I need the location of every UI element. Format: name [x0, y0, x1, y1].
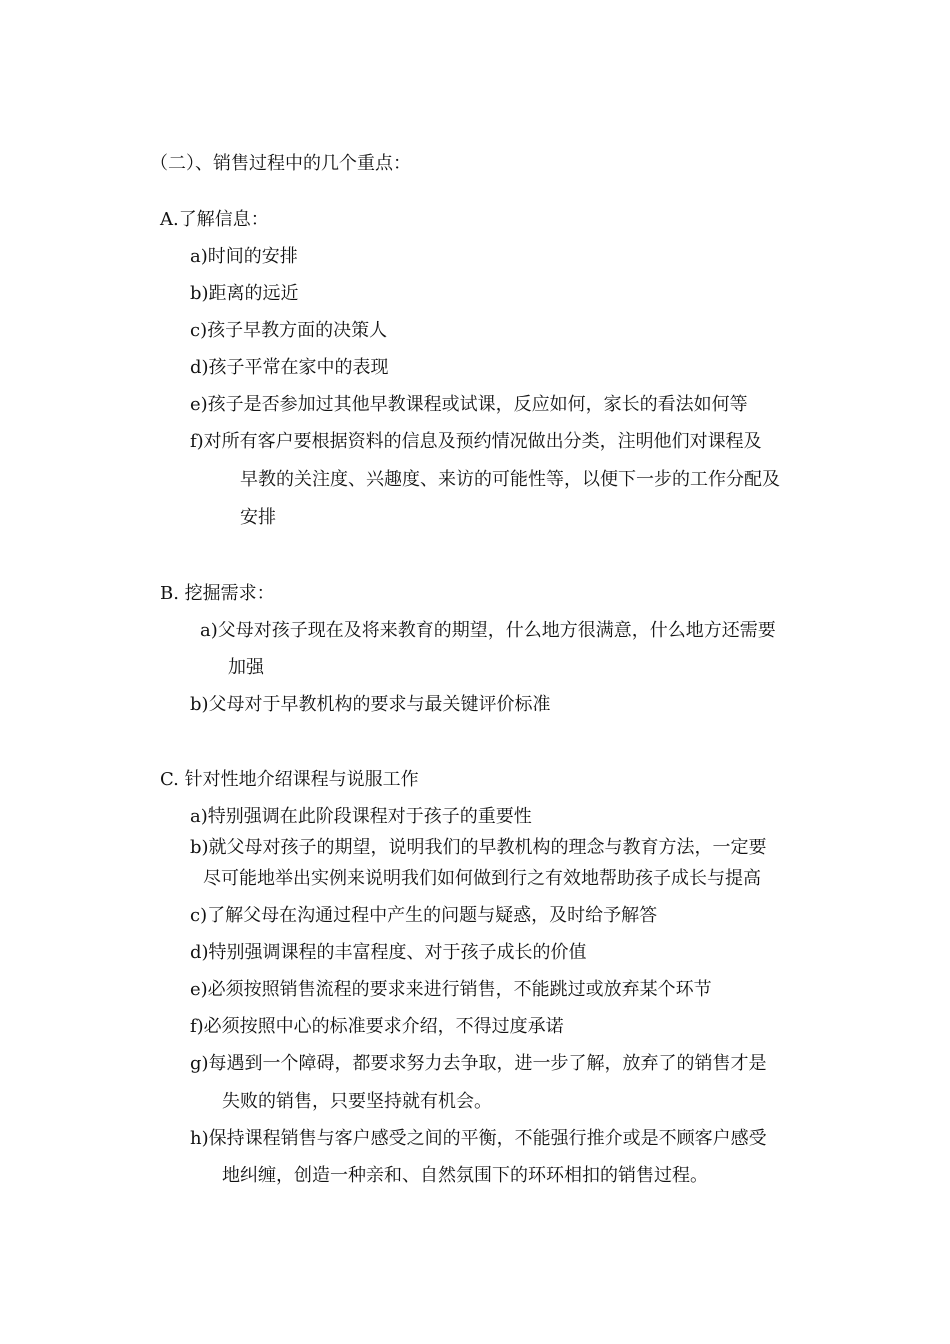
- section-title: （二）、销售过程中的几个重点：: [150, 153, 411, 174]
- item-a-f-line2: 早教的关注度、兴趣度、来访的可能性等，以便下一步的工作分配及: [240, 469, 780, 490]
- item-c-g-line2: 失败的销售，只要坚持就有机会。: [222, 1091, 492, 1112]
- item-c-b-line2: 尽可能地举出实例来说明我们如何做到行之有效地帮助孩子成长与提高: [203, 868, 761, 889]
- item-a-b: b)距离的远近: [190, 283, 299, 304]
- item-c-h-line1: h)保持课程销售与客户感受之间的平衡，不能强行推介或是不顾客户感受: [190, 1128, 767, 1149]
- heading-a: A.了解信息：: [160, 209, 269, 230]
- item-a-c: c)孩子早教方面的决策人: [190, 320, 388, 341]
- item-a-f-line1: f)对所有客户要根据资料的信息及预约情况做出分类，注明他们对课程及: [190, 431, 762, 452]
- heading-b: B. 挖掘需求：: [160, 583, 275, 604]
- item-c-d: d)特别强调课程的丰富程度、对于孩子成长的价值: [190, 942, 587, 963]
- item-c-h-line2: 地纠缠，创造一种亲和、自然氛围下的环环相扣的销售过程。: [222, 1165, 708, 1186]
- heading-c: C. 针对性地介绍课程与说服工作: [160, 769, 419, 790]
- item-a-f-line3: 安排: [240, 507, 276, 528]
- item-a-d: d)孩子平常在家中的表现: [190, 357, 389, 378]
- item-b-a-line1: a)父母对孩子现在及将来教育的期望，什么地方很满意，什么地方还需要: [200, 620, 776, 641]
- item-c-e: e)必须按照销售流程的要求来进行销售，不能跳过或放弃某个环节: [190, 979, 712, 1000]
- item-c-c: c)了解父母在沟通过程中产生的问题与疑惑，及时给予解答: [190, 905, 658, 926]
- item-b-a-line2: 加强: [228, 657, 264, 678]
- item-c-b-line1: b)就父母对孩子的期望，说明我们的早教机构的理念与教育方法，一定要: [190, 837, 767, 858]
- item-a-a: a)时间的安排: [190, 246, 298, 267]
- item-a-e: e)孩子是否参加过其他早教课程或试课，反应如何，家长的看法如何等: [190, 394, 748, 415]
- item-c-a: a)特别强调在此阶段课程对于孩子的重要性: [190, 806, 532, 827]
- item-c-f: f)必须按照中心的标准要求介绍，不得过度承诺: [190, 1016, 564, 1037]
- item-c-g-line1: g)每遇到一个障碍，都要求努力去争取，进一步了解，放弃了的销售才是: [190, 1053, 767, 1074]
- item-b-b: b)父母对于早教机构的要求与最关键评价标准: [190, 694, 551, 715]
